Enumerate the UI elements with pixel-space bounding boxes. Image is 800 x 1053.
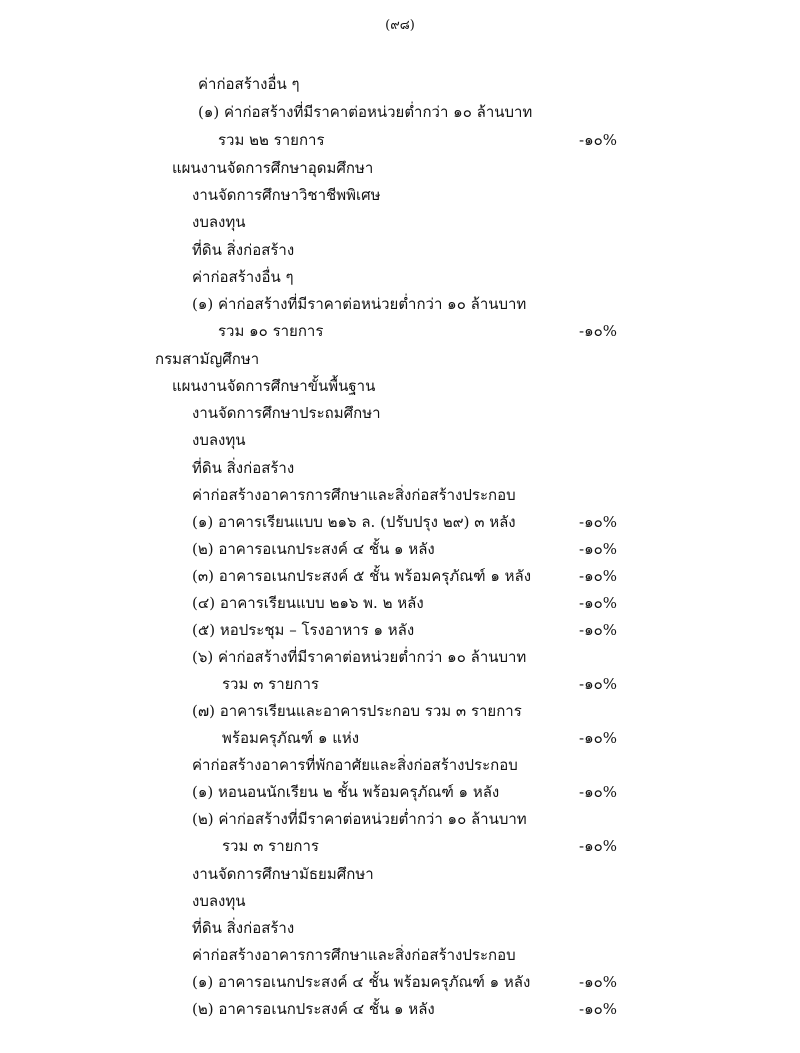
- budget-line-percent: -๑๐%: [579, 783, 617, 801]
- budget-line-text: กรมสามัญศึกษา: [155, 350, 260, 368]
- budget-line-text: ค่าก่อสร้างอาคารการศึกษาและสิ่งก่อสร้างประกอบ: [192, 946, 516, 964]
- budget-line-text: รวม ๓ รายการ: [222, 837, 319, 855]
- budget-line-text: ที่ดิน สิ่งก่อสร้าง: [192, 919, 295, 937]
- budget-line-text: แผนงานจัดการศึกษาขั้นพื้นฐาน: [172, 377, 376, 395]
- budget-line-percent: -๑๐%: [579, 621, 617, 639]
- budget-line-text: งบลงทุน: [192, 431, 246, 449]
- budget-line-text: ที่ดิน สิ่งก่อสร้าง: [192, 241, 295, 259]
- budget-line-text: พร้อมครุภัณฑ์ ๑ แห่ง: [222, 729, 360, 747]
- budget-line-text: (๗) อาคารเรียนและอาคารประกอบ รวม ๓ รายการ: [192, 702, 522, 720]
- budget-line-percent: -๑๐%: [579, 837, 617, 855]
- budget-line-text: ที่ดิน สิ่งก่อสร้าง: [192, 459, 295, 477]
- budget-line-text: (๑) ค่าก่อสร้างที่มีราคาต่อหน่วยต่ำกว่า ๑๐ ล้านบาท: [198, 103, 533, 121]
- budget-line-text: ค่าก่อสร้างอาคารการศึกษาและสิ่งก่อสร้างประกอบ: [192, 486, 516, 504]
- budget-line-percent: -๑๐%: [579, 729, 617, 747]
- budget-line-text: (๑) หอนอนนักเรียน ๒ ชั้น พร้อมครุภัณฑ์ ๑ หลัง: [192, 783, 500, 801]
- budget-line-text: รวม ๑๐ รายการ: [218, 322, 324, 340]
- budget-line-text: รวม ๒๒ รายการ: [218, 131, 325, 149]
- budget-line-percent: -๑๐%: [579, 1000, 617, 1018]
- budget-line-text: (๖) ค่าก่อสร้างที่มีราคาต่อหน่วยต่ำกว่า ๑๐ ล้านบาท: [192, 648, 527, 666]
- budget-line-percent: -๑๐%: [579, 540, 617, 558]
- budget-line-text: (๕) หอประชุม – โรงอาหาร ๑ หลัง: [192, 621, 415, 639]
- budget-line-text: แผนงานจัดการศึกษาอุดมศึกษา: [172, 159, 374, 177]
- budget-line-text: งานจัดการศึกษาวิชาชีพพิเศษ: [192, 186, 381, 204]
- budget-line-text: (๓) อาคารอเนกประสงค์ ๕ ชั้น พร้อมครุภัณฑ์ ๑ หลัง: [192, 567, 532, 585]
- budget-line-percent: -๑๐%: [579, 973, 617, 991]
- budget-line-text: งบลงทุน: [192, 213, 246, 231]
- budget-line-text: งบลงทุน: [192, 892, 246, 910]
- budget-line-percent: -๑๐%: [579, 131, 617, 149]
- budget-line-percent: -๑๐%: [579, 567, 617, 585]
- budget-line-percent: -๑๐%: [579, 594, 617, 612]
- budget-line-text: งานจัดการศึกษามัธยมศึกษา: [192, 865, 374, 883]
- budget-line-text: (๒) ค่าก่อสร้างที่มีราคาต่อหน่วยต่ำกว่า ๑๐ ล้านบาท: [192, 810, 527, 828]
- budget-line-text: รวม ๓ รายการ: [222, 675, 319, 693]
- budget-line-percent: -๑๐%: [579, 322, 617, 340]
- budget-line-text: (๑) อาคารเรียนแบบ ๒๑๖ ล. (ปรับปรุง ๒๙) ๓ หลัง: [192, 513, 516, 531]
- page-number: (๙๘): [385, 18, 415, 33]
- budget-line-text: (๑) ค่าก่อสร้างที่มีราคาต่อหน่วยต่ำกว่า ๑๐ ล้านบาท: [192, 295, 527, 313]
- budget-line-text: ค่าก่อสร้างอื่น ๆ: [198, 75, 300, 93]
- budget-line-text: งานจัดการศึกษาประถมศึกษา: [192, 404, 381, 422]
- budget-line-text: (๒) อาคารอเนกประสงค์ ๔ ชั้น ๑ หลัง: [192, 540, 435, 558]
- budget-line-percent: -๑๐%: [579, 513, 617, 531]
- budget-line-percent: -๑๐%: [579, 675, 617, 693]
- budget-line-text: ค่าก่อสร้างอื่น ๆ: [192, 268, 294, 286]
- budget-line-text: (๑) อาคารอเนกประสงค์ ๔ ชั้น พร้อมครุภัณฑ์ ๑ หลัง: [192, 973, 531, 991]
- budget-line-text: (๒) อาคารอเนกประสงค์ ๔ ชั้น ๑ หลัง: [192, 1000, 435, 1018]
- budget-line-text: ค่าก่อสร้างอาคารที่พักอาศัยและสิ่งก่อสร้างประกอบ: [192, 756, 518, 774]
- budget-line-text: (๔) อาคารเรียนแบบ ๒๑๖ พ. ๒ หลัง: [192, 594, 424, 612]
